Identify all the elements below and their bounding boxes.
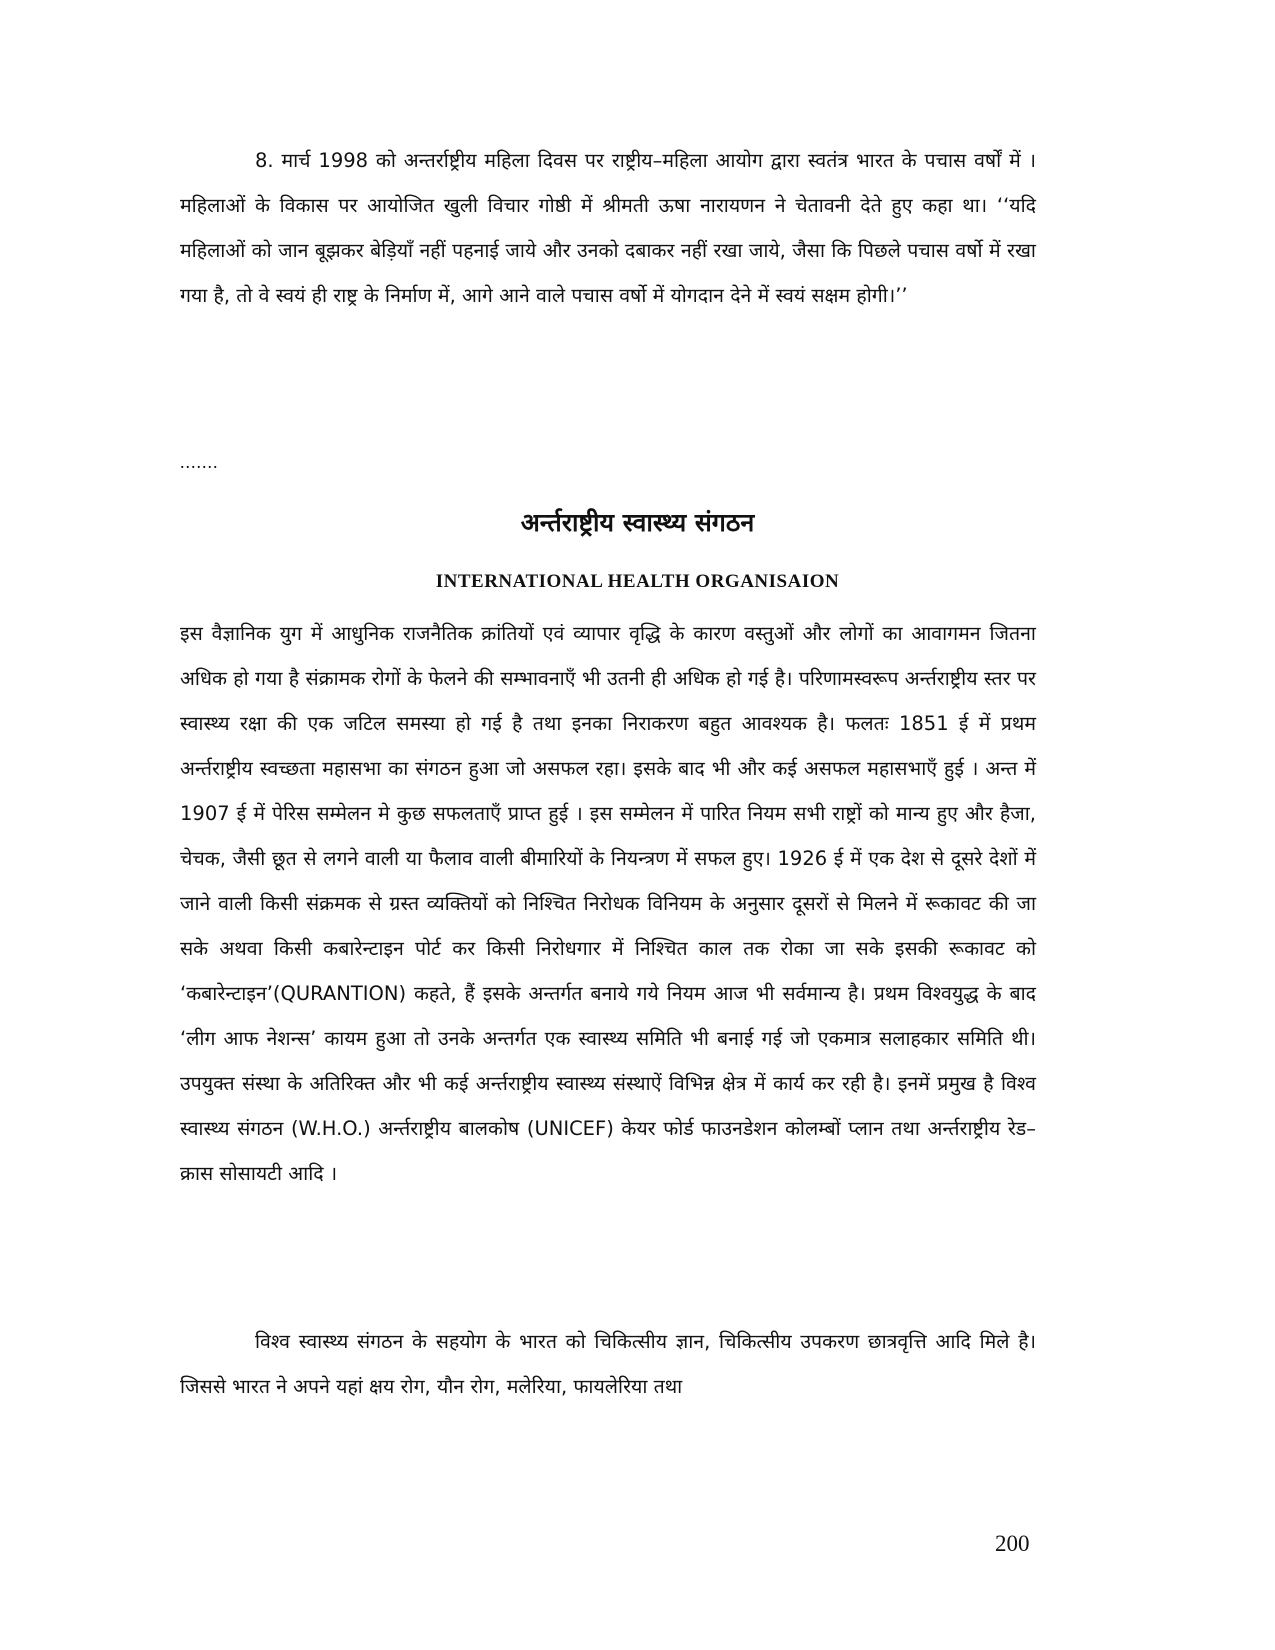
section-title-english: INTERNATIONAL HEALTH ORGANISAION [435, 571, 840, 592]
page-number: 200 [995, 1531, 1030, 1556]
section-separator: ....... [180, 452, 219, 472]
paragraph-womens-day: 8. मार्च 1998 को अन्तर्राष्ट्रीय महिला दिवस पर राष्ट्रीय–महिला आयोग द्वारा स्वतंत्र भारत के पचास वर्षों में । महिलाओं के विकास पर आयोजित खुली विचार गोष्ठी में श्रीमती ऊषा नारायणन ने चेतावनी देते हुए कहा था। ‘‘यदि महिलाओं को जान बूझकर बेड़ियाँ नहीं पहनाई जाये और उनको दबाकर नहीं रखा जाये, जैसा कि पिछले पचास वर्षो में रखा गया है, तो वे स्वयं ही राष्ट्र के निर्माण में, आगे आने वाले पचास वर्षो में योगदान देने में स्वयं सक्षम होगी।’’ [180, 149, 1036, 307]
paragraph-who-cooperation: विश्व स्वास्थ्य संगठन के सहयोग के भारत को चिकित्सीय ज्ञान, चिकित्सीय उपकरण छात्रवृत्ति आदि मिले है। जिससे भारत ने अपने यहां क्षय रोग, यौन रोग, मलेरिया, फायलेरिया तथा [180, 1330, 1036, 1398]
section-title-hindi: अर्न्तराष्ट्रीय स्वास्थ्य संगठन [520, 508, 755, 537]
paragraph-health-organisation: इस वैज्ञानिक युग में आधुनिक राजनैतिक क्रांतियों एवं व्यापार वृद्धि के कारण वस्तुओं और लोगों का आवागमन जितना अधिक हो गया है संक्रामक रोगों के फेलने की सम्भावनाएँ भी उतनी ही अधिक हो गई है। परिणामस्वरूप अर्न्तराष्ट्रीय स्तर पर स्वास्थ्य रक्षा की एक जटिल समस्या हो गई है तथा इनका निराकरण बहुत आवश्यक है। फलतः 1851 ई में प्रथम अर्न्तराष्ट्रीय स्वच्छता महासभा का संगठन हुआ जो असफल रहा। इसके बाद भी और कई असफल महासभाएँ हुई । अन्त में 1907 ई में पेरिस सम्मेलन मे कुछ सफलताएँ प्राप्त हुई । इस सम्मेलन में पारित नियम सभी राष्ट्रों को मान्य हुए और हैजा, चेचक, जैसी छूत से लगने वाली या फैलाव वाली बीमारियों के नियन्त्रण में सफल हुए। 1926 ई में एक देश से दूसरे देशों में जाने वाली किसी संक्रमक से ग्रस्त व्यक्तियों को निश्चित निरोधक विनियम के अनुसार दूसरों से मिलने में रूकावट की जा सके अथवा किसी कबारेन्टाइन पोर्ट कर किसी निरोधगार में निश्चित काल तक रोका जा सके इसकी रूकावट को ‘कबारेन्टाइन’(QURANTION) कहते, हैं इसके अन्तर्गत बनाये गये नियम आज भी सर्वमान्य है। प्रथम विश्वयुद्ध के बाद ‘लीग आफ नेशन्स’ कायम हुआ तो उनके अन्तर्गत एक स्वास्थ्य समिति भी बनाई गई जो एकमात्र सलाहकार समिति थी। उपयुक्त संस्था के अतिरिक्त और भी कई अर्न्तराष्ट्रीय स्वास्थ्य संस्थाऐं विभिन्न क्षेत्र में कार्य कर रही है। इनमें प्रमुख है विश्व स्वास्थ्य संगठन (W.H.O.) अर्न्तराष्ट्रीय बालकोष (UNICEF) केयर फोर्ड फाउनडेशन कोलम्बों प्लान तथा अर्न्तराष्ट्रीय रेड–क्रास सोसायटी आदि । [180, 622, 1036, 1185]
